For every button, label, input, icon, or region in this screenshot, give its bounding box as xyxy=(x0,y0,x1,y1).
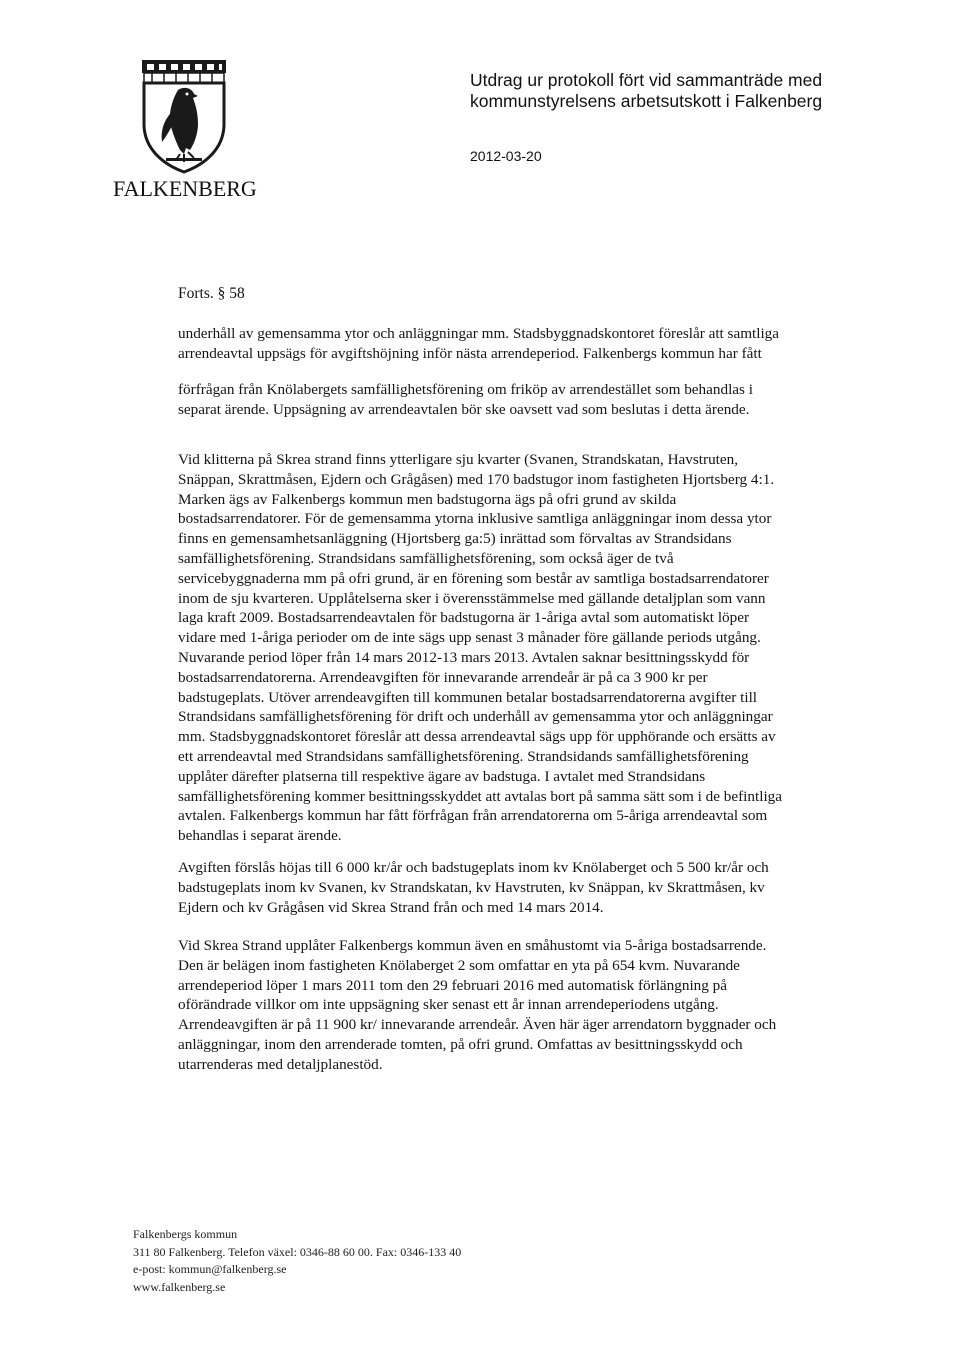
paragraph-continued-2 xyxy=(178,380,878,420)
text-line: badstugeplats inom kv Svanen, kv Strandskatan, kv Havstruten, kv Snäppan, kv Skrattmåsen, kv xyxy=(178,878,765,896)
paragraph-skrea-strand-kvarter xyxy=(178,450,878,846)
text-line: oförändrade villkor om inte uppsägning sker senast ett år innan arrendeperiodens utgång. xyxy=(178,996,719,1014)
text-line: upplåter därefter platserna till respektive ägare av badstuga. I avtalet med Strandsidans xyxy=(178,767,706,785)
text-line: Marken ägs av Falkenbergs kommun men badstugorna ägs på ofri grund av skilda xyxy=(178,490,677,508)
organization-name: FALKENBERG xyxy=(113,176,257,201)
footer-name: Falkenbergs kommun xyxy=(133,1227,238,1241)
text-line: underhåll av gemensamma ytor och anläggningar mm. Stadsbyggnadskontoret föreslår att samtliga xyxy=(178,325,780,342)
text-line: Strandsidans samfällighetsförening för drift och underhåll av gemensamma ytor och anläggningar xyxy=(178,708,773,726)
text-line: Snäppan, Skrattmåsen, Ejdern och Grågåsen) med 170 badstugor inom fastigheten Hjortsberg 4:1. xyxy=(178,470,775,488)
text-line: samfällighetsförening kommer besittningsskyddet att avtalas bort på samma sätt som i de befintliga xyxy=(178,787,782,805)
text-line: vidare med 1-åriga perioder om de inte sägs upp senast 3 månader före gällande periods utgång. xyxy=(178,629,761,647)
text-line: Den är belägen inom fastigheten Knölaberget 2 som omfattar en yta på 654 kvm. Nuvarande xyxy=(178,956,740,974)
section-label: Forts. § 58 xyxy=(178,285,245,302)
text-line: arrendeavtal uppsägs för avgiftshöjning inför nästa arrendeperiod. Falkenbergs kommun har fått xyxy=(178,344,762,362)
footer-address: 311 80 Falkenberg. Telefon växel: 0346-88 60 00. Fax: 0346-133 40 xyxy=(133,1244,462,1259)
text-line: anläggningar, inom den arrenderade tomten, på ofri grund. Omfattas av besittningsskydd och xyxy=(178,1035,743,1053)
text-line: samfällighetsförening. Strandsidans samfällighetsförening, som också äger de två xyxy=(178,549,674,567)
document-title xyxy=(470,70,822,112)
document-title-line: Utdrag ur protokoll fört vid sammanträde med xyxy=(470,70,823,90)
footer-contact xyxy=(133,1226,461,1296)
paragraph-continued xyxy=(178,324,878,364)
text-line: servicebyggnaderna mm på ofri grund, är en förening som består av samtliga bostadsarrendatorer xyxy=(178,569,769,587)
text-line: badstugeplats. Utöver arrendeavgiften till kommunen betalar bostadsarrendatorerna avgifter till xyxy=(178,688,758,706)
footer-web: www.falkenberg.se xyxy=(133,1279,226,1294)
text-line: Ejdern och kv Grågåsen vid Skrea Strand från och med 14 mars 2014. xyxy=(178,898,604,916)
document-date: 2012-03-20 xyxy=(470,148,542,164)
text-line: Avgiften förslås höjas till 6 000 kr/år och badstugeplats inom kv Knölaberget och 5 500 kr/år och xyxy=(178,859,769,876)
paragraph-smahustomt xyxy=(178,936,878,1075)
text-line: Vid Skrea Strand upplåter Falkenbergs kommun även en småhustomt via 5-åriga bostadsarrende. xyxy=(178,937,767,954)
document-title-line: kommunstyrelsens arbetsutskott i Falkenberg xyxy=(470,91,823,111)
text-line: Arrendeavgiften är på 11 900 kr/ innevarande arrendeår. Även här äger arrendatorn byggnader och xyxy=(178,1016,777,1034)
text-line: bostadsarrendatorer. För de gemensamma ytorna inklusive samtliga anläggningar inom dessa ytor xyxy=(178,510,772,528)
text-line: avtalen. Falkenbergs kommun har fått förfrågan från arrendatorerna om 5-åriga arrendeavtal som xyxy=(178,807,768,825)
text-line: Nuvarande period löper från 14 mars 2012-13 mars 2013. Avtalen saknar besittningsskydd för xyxy=(178,648,750,666)
falkenberg-coat-of-arms-icon xyxy=(136,56,232,176)
text-line: inom de sju kvarteren. Upplåtelserna sker i överensstämmelse med gällande detaljplan som vann xyxy=(178,589,766,607)
paragraph-avgift-forslag xyxy=(178,858,878,917)
text-line: arrendeperiod löper 1 mars 2011 tom den 29 februari 2016 med automatisk förlängning på xyxy=(178,976,727,994)
text-line: mm. Stadsbyggnadskontoret föreslår att dessa arrendeavtal sägs upp för upphörande och ersätts av xyxy=(178,728,776,746)
text-line: ett arrendeavtal med Strandsidans samfällighetsförening. Strandsidands samfällighetsförening xyxy=(178,747,749,765)
text-line: behandlas i separat ärende. xyxy=(178,827,342,845)
text-line: Vid klitterna på Skrea strand finns ytterligare sju kvarter (Svanen, Strandskatan, Havstruten, xyxy=(178,451,739,468)
text-line: finns en gemensamhetsanläggning (Hjortsberg ga:5) inrättad som förvaltas av Strandsidans xyxy=(178,530,732,548)
text-line: bostadsarrendatorerna. Arrendeavgiften för innevarande arrendeår är på ca 3 900 kr per xyxy=(178,668,708,686)
text-line: separat ärende. Uppsägning av arrendeavtalen bör ske oavsett vad som beslutas i detta ärende. xyxy=(178,400,750,418)
text-line: förfrågan från Knölabergets samfällighetsförening om friköp av arrendestället som behandlas i xyxy=(178,381,753,398)
footer-email: e-post: kommun@falkenberg.se xyxy=(133,1262,287,1276)
text-line: laga kraft 2009. Bostadsarrendeavtalen för badstugorna är 1-åriga avtal som automatiskt löper xyxy=(178,609,750,627)
text-line: utarrenderas med detaljplanestöd. xyxy=(178,1055,383,1073)
